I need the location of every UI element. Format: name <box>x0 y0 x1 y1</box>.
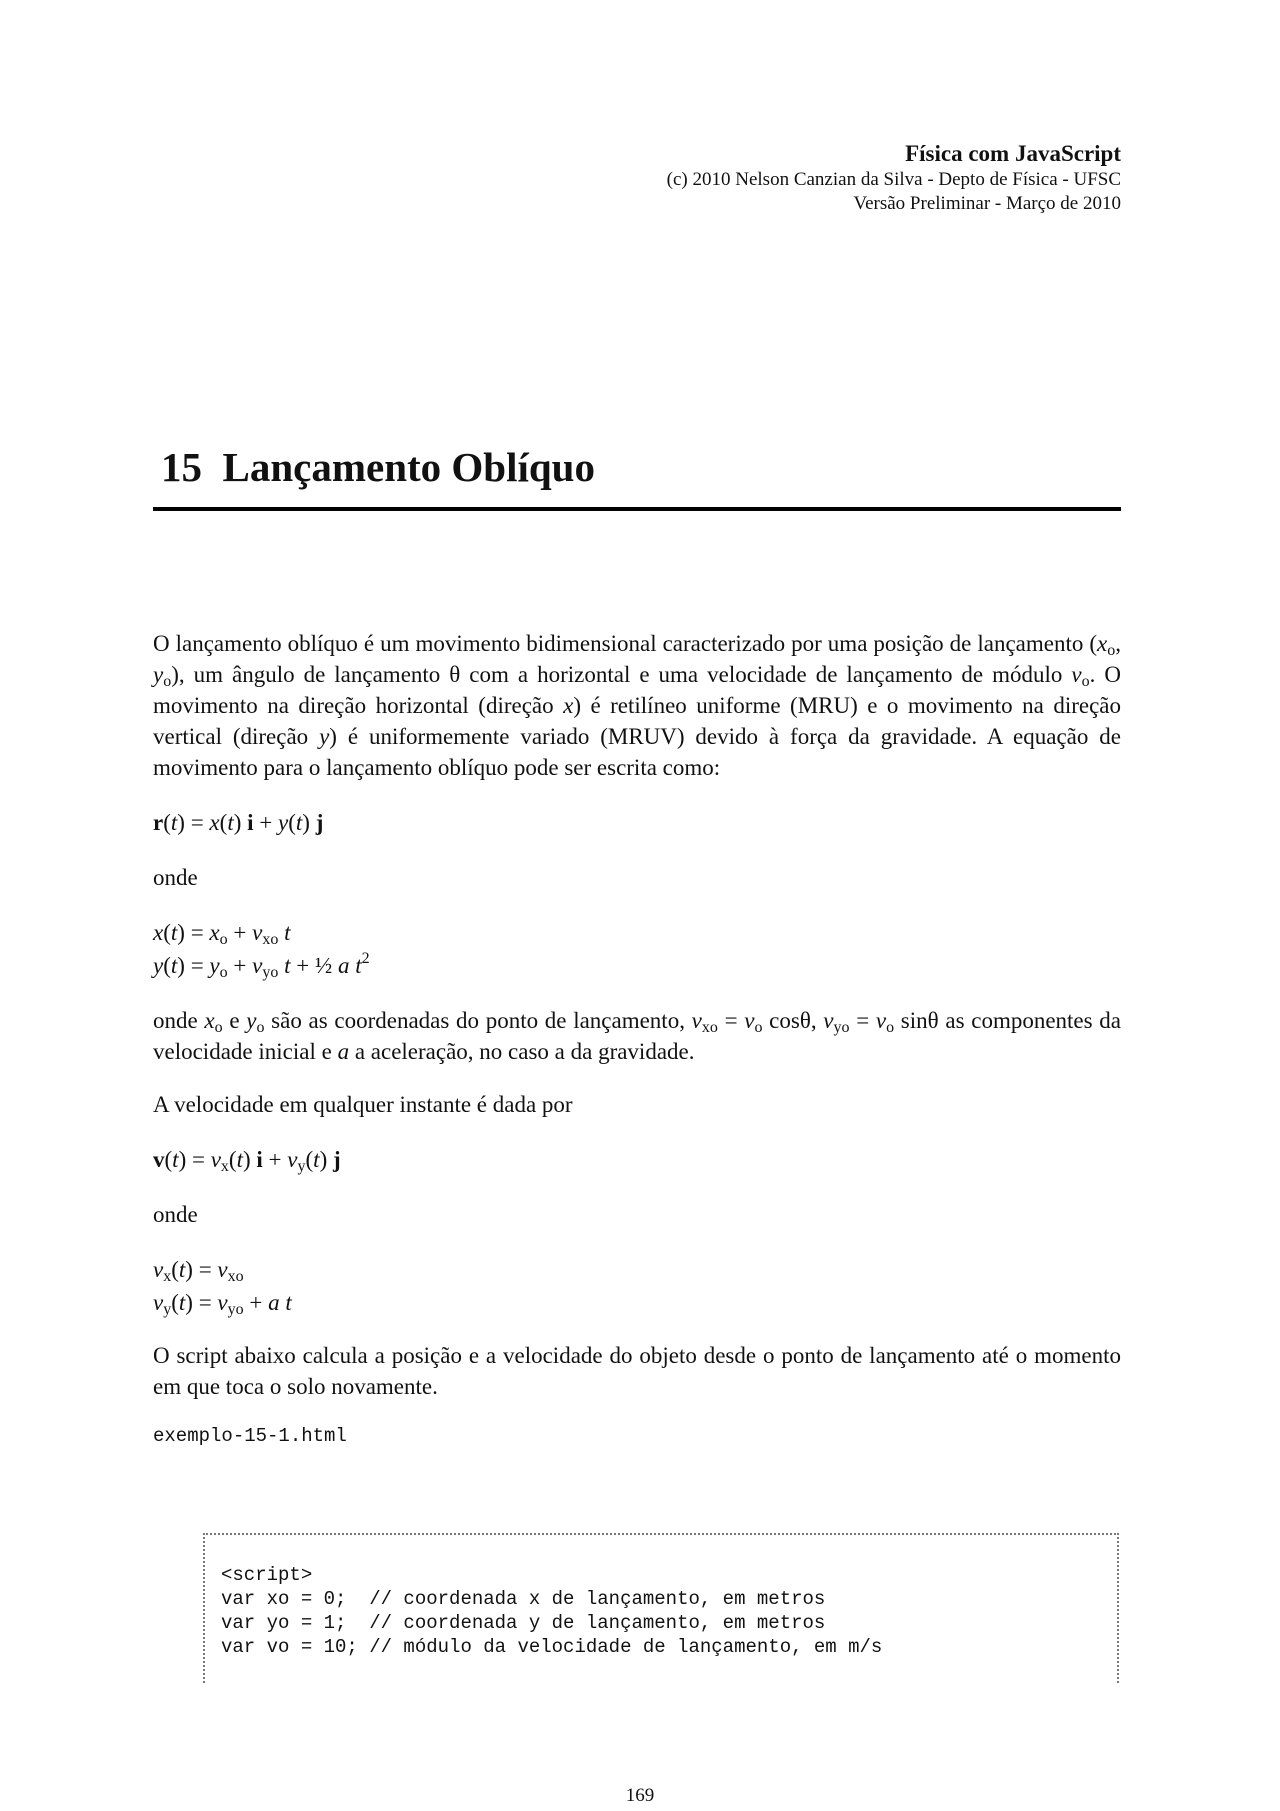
chapter-number: 15 <box>161 444 202 490</box>
equation-y: $y(t) = y_o + v_{yo}$ t + ½ a $t^2$ <box>153 950 370 981</box>
code-lines: <script> var xo = 0; // coordenada x de lançamento, em metros var yo = 1; // coordenada y de lançamento, em metros var vo = 10; // módulo da velocidade de lançamento, em m/s <box>221 1564 883 1658</box>
page-number: 169 <box>625 1785 655 1806</box>
paragraph-intro: O lançamento oblíquo é um movimento bidimensional caracterizado por uma posição de lançamento ($x_o$, $y_o$), um ângulo de lançamento θ com a horizontal e uma velocidade de lançamento de módulo $v_o$. O movimento na direção horizontal (direção x) é retilíneo uniforme (MRU) e o movimento na direção vertical (direção y) é uniformemente variado (MRUV) devido à força da gravidade. A equação de movimento para o lançamento oblíquo pode ser escrita como: <box>153 631 1121 780</box>
code-listing <box>203 1533 1119 1683</box>
equation-position-vector: r(t) = x(t) i + y(t) j <box>153 810 324 835</box>
onde-label-2: onde <box>153 1202 198 1227</box>
chapter-title <box>161 441 1121 493</box>
chapter-rule <box>153 507 1121 511</box>
equation-vy: $v_y(t) = v_{yo} + a$ t <box>153 1290 292 1318</box>
body-text <box>153 628 1121 1448</box>
equation-vx: $v_x(t) = v_{xo}$ <box>153 1257 244 1285</box>
paragraph-coordinates: onde $x_o$ e $y_o$ são as coordenadas do ponto de lançamento, $v_{xo} = v_o$ cosθ, $v_{yo} = v_o$ sinθ as componentes da velocidade inicial e a a aceleração, no caso a da gravidade. <box>153 1008 1121 1064</box>
copyright-line: (c) 2010 Nelson Canzian da Silva - Depto de Física - UFSC <box>666 169 1121 190</box>
code-filename: exemplo-15-1.html <box>153 1425 347 1447</box>
version-line: Versão Preliminar - Março de 2010 <box>853 193 1121 214</box>
onde-label: onde <box>153 865 198 890</box>
equation-velocity-vector: $v(t) = v_x(t) i + v_y(t)$ j <box>153 1147 341 1175</box>
running-header <box>667 140 1121 216</box>
paragraph-script: O script abaixo calcula a posição e a velocidade do objeto desde o ponto de lançamento até o momento em que toca o solo novamente. <box>153 1343 1121 1399</box>
book-title: Física com JavaScript <box>905 141 1121 166</box>
equation-x: $x(t) = x_o + v_{xo}$ t <box>153 920 291 948</box>
chapter-heading <box>153 441 1121 511</box>
paragraph-velocity: A velocidade em qualquer instante é dada por <box>153 1092 573 1117</box>
chapter-name: Lançamento Oblíquo <box>222 444 595 490</box>
